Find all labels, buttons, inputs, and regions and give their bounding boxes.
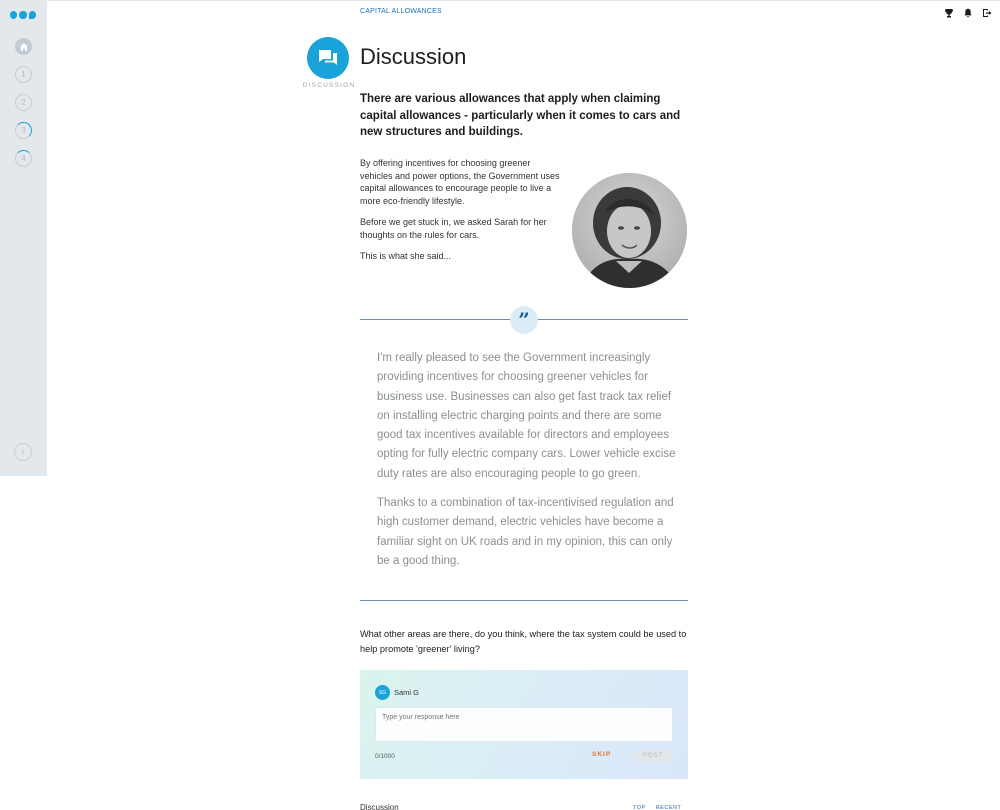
logout-icon[interactable] (981, 7, 992, 18)
response-input[interactable] (375, 707, 673, 742)
step-3-button[interactable]: 3 (15, 122, 32, 139)
chevron-right-icon[interactable]: › (14, 443, 32, 461)
top-toolbar (943, 7, 992, 18)
sidebar (0, 0, 47, 476)
sort-recent-tab[interactable]: RECENT (655, 805, 682, 810)
home-icon[interactable] (15, 38, 32, 55)
quote-text (377, 349, 677, 581)
quote-paragraph: Thanks to a combination of tax-incentivised regulation and high customer demand, electric vehicles have become a familiar sight on UK roads and in my opinion, this can only be a good thing. (377, 497, 674, 567)
badge-label: DISCUSSION (302, 82, 356, 89)
user-name: Sami G (394, 688, 420, 697)
discussion-section-label: Discussion (360, 803, 399, 810)
sort-top-tab[interactable]: TOP (633, 805, 646, 810)
body-paragraph: Before we get stuck in, we asked Sarah for her thoughts on the rules for cars. (360, 217, 547, 240)
step-1-button[interactable]: 1 (15, 66, 32, 83)
intro-text: There are various allowances that apply when claiming capital allowances - particularly when it comes to cars and new structures and buildings. (360, 93, 681, 138)
body-text (360, 157, 560, 272)
top-divider (47, 0, 1000, 1)
char-count: 0/1000 (375, 753, 395, 760)
skip-button[interactable]: SKIP (592, 751, 612, 758)
quote-paragraph: I'm really pleased to see the Government increasingly providing incentives for choosing greener vehicles for business use. Businesses can also get fast track tax relief on installing electric charging points and there are some good tax incentives available for directors and employees opting for fully electric company cars. Lower vehicle excise duty rates are also encouraging people to go green. (377, 352, 676, 480)
quote-divider-bottom (360, 600, 688, 601)
body-paragraph: By offering incentives for choosing greener vehicles and power options, the Government uses capital allowances to encourage people to live a more eco-friendly lifestyle. (360, 158, 560, 206)
bell-icon[interactable] (962, 7, 973, 18)
step-2-button[interactable]: 2 (15, 94, 32, 111)
sort-tabs (633, 805, 681, 810)
response-panel (360, 670, 688, 779)
logo[interactable] (10, 11, 36, 21)
breadcrumb[interactable]: CAPITAL ALLOWANCES (360, 8, 442, 15)
step-4-button[interactable]: 4 (15, 150, 32, 167)
discussion-question: What other areas are there, do you think, where the tax system could be used to help promote 'greener' living? (360, 629, 687, 654)
portrait-photo (572, 173, 687, 288)
avatar: SG (375, 685, 390, 700)
post-button[interactable]: POST (633, 750, 673, 762)
body-paragraph: This is what she said... (360, 251, 452, 261)
chat-icon (317, 48, 339, 68)
quote-icon: ” (510, 306, 538, 334)
discussion-badge (307, 37, 349, 79)
page-title: Discussion (360, 44, 467, 69)
trophy-icon[interactable] (943, 7, 954, 18)
